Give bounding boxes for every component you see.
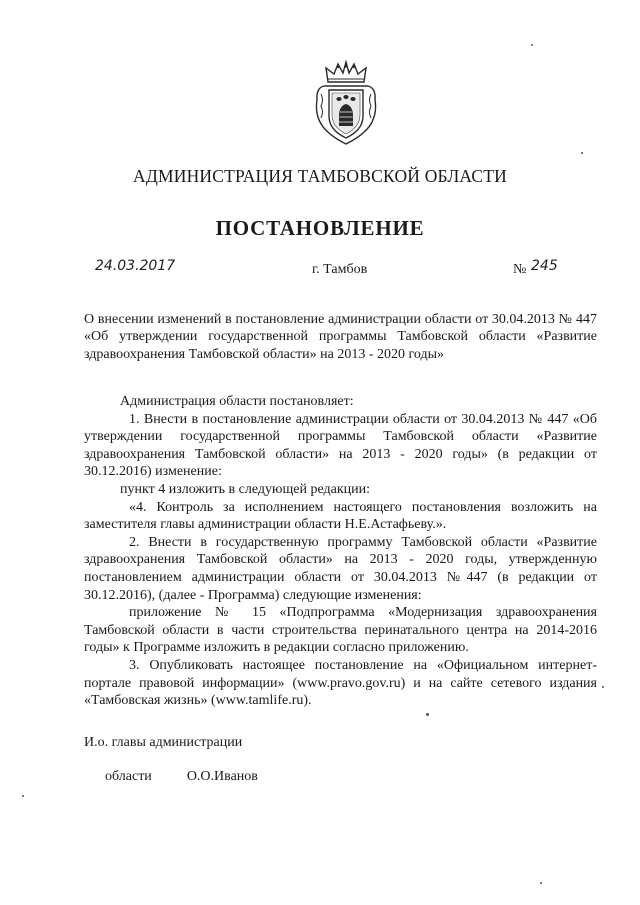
signatory-position-line1: И.о. главы администрации: [84, 735, 243, 750]
document-city: г. Тамбов: [312, 262, 368, 277]
document-type-title: ПОСТАНОВЛЕНИЕ: [215, 216, 425, 240]
scan-speck: [602, 686, 604, 688]
scan-speck: [581, 152, 583, 154]
document-date: 24.03.2017: [95, 258, 176, 274]
signatory-name: О.О.Иванов: [186, 769, 258, 784]
scan-speck: [540, 882, 542, 884]
organization-name: АДМИНИСТРАЦИЯ ТАМБОВСКОЙ ОБЛАСТИ: [133, 166, 507, 186]
scan-speck: [22, 795, 24, 797]
signature-block: [84, 734, 258, 802]
scan-speck: [426, 713, 429, 716]
paragraph-1: 1. Внести в постановление администрации области от 30.04.2013 № 447 «Об утверждении государственной программы Тамбовской области «Развитие здравоохранения Тамбовской области» на 2013 - 2020 годы» (в редакции от 30.12.2016) изменение:: [84, 411, 597, 480]
paragraph-3: 3. Опубликовать настоящее постановление на «Официальном интернет-портале правовой информации» (www.pravo.gov.ru) и на сайте сетевого издания «Тамбовская жизнь» (www.tamlife.ru).: [84, 657, 597, 709]
paragraph-1-quote: «4. Контроль за исполнением настоящего постановления возложить на заместителя главы администрации области Н.Е.Астафьеву.».: [84, 499, 597, 533]
scan-speck: [531, 44, 533, 46]
document-number: 245: [531, 258, 558, 274]
document-subject: О внесении изменений в постановление администрации области от 30.04.2013 № 447 «Об утверждении государственной программы Тамбовской области «Развитие здравоохранения Тамбовской области» на 2013 - 2020 годы»: [84, 312, 597, 362]
coat-of-arms-icon: [312, 60, 380, 146]
signatory-position-line2: области: [105, 769, 152, 784]
document-number-label: №: [513, 262, 527, 277]
paragraph-2-item: приложение № 15 «Подпрограмма «Модернизация здравоохранения Тамбовской области в части строительства перинатального центра на 2014-2016 годы» к Программе изложить в редакции согласно приложению.: [84, 605, 597, 656]
preamble-text: Администрация области постановляет:: [120, 394, 354, 409]
document-body: [84, 393, 597, 710]
paragraph-1-item: пункт 4 изложить в следующей редакции:: [120, 481, 370, 497]
paragraph-2: 2. Внести в государственную программу Тамбовской области «Развитие здравоохранения Тамбовской области» на 2013 - 2020 годы, утвержденную постановлением администрации области от 30.04.2013 №447 (в редакции от 30.12.2016), (далее - Программа) следующие изменения:: [84, 534, 597, 603]
